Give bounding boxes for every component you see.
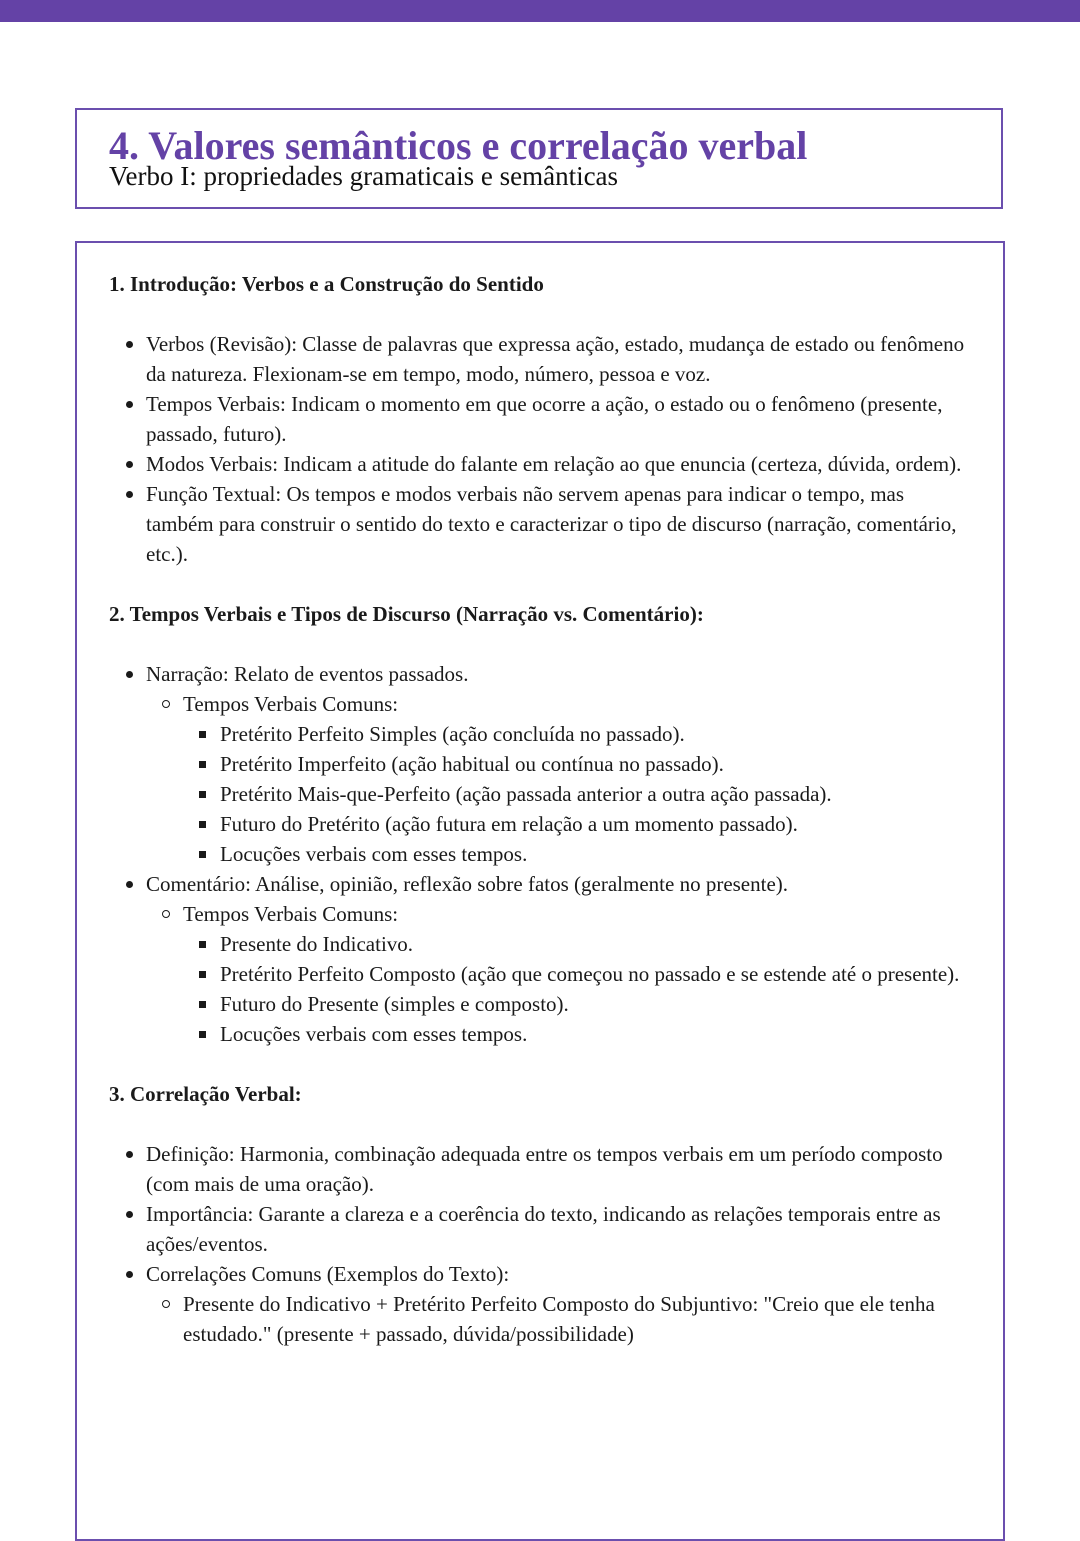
sub-sub-list-item: Futuro do Pretérito (ação futura em relação a um momento passado). — [220, 809, 969, 839]
list-item: Definição: Harmonia, combinação adequada entre os tempos verbais em um período composto (com mais de uma oração). — [146, 1139, 969, 1199]
section-heading: 1. Introdução: Verbos e a Construção do Sentido — [109, 272, 544, 296]
bullet-list — [109, 659, 969, 1049]
section-heading: 3. Correlação Verbal: — [109, 1082, 302, 1106]
sub-sub-list-item: Presente do Indicativo. — [220, 929, 969, 959]
sub-list — [146, 1289, 969, 1349]
page-subtitle: Verbo I: propriedades gramaticais e semânticas — [109, 161, 619, 191]
sub-sub-list — [183, 929, 969, 1049]
sub-sub-list-item: Pretérito Imperfeito (ação habitual ou contínua no passado). — [220, 749, 969, 779]
sub-sub-list — [183, 719, 969, 869]
bullet-list — [109, 329, 969, 569]
sub-list-item-text: Tempos Verbais Comuns: — [183, 902, 399, 926]
sub-sub-list-item: Futuro do Presente (simples e composto). — [220, 989, 969, 1019]
list-item-text: Comentário: Análise, opinião, reflexão sobre fatos (geralmente no presente). — [146, 872, 789, 896]
page-title: 4. Valores semânticos e correlação verbal — [109, 123, 808, 168]
sub-list-item — [183, 899, 969, 1049]
list-item: Função Textual: Os tempos e modos verbais não servem apenas para indicar o tempo, mas também para construir o sentido do texto e caracterizar o tipo de discurso (narração, comentário, etc.). — [146, 479, 969, 569]
content — [109, 269, 969, 1349]
sub-sub-list-item: Pretérito Perfeito Composto (ação que começou no passado e se estende até o presente). — [220, 959, 969, 989]
title-box — [75, 108, 1003, 209]
list-item — [146, 1259, 969, 1349]
section-heading: 2. Tempos Verbais e Tipos de Discurso (Narração vs. Comentário): — [109, 602, 704, 626]
list-item-text: Narração: Relato de eventos passados. — [146, 662, 469, 686]
sub-list-item-text: Tempos Verbais Comuns: — [183, 692, 399, 716]
top-accent-bar — [0, 0, 1080, 22]
sub-sub-list-item: Locuções verbais com esses tempos. — [220, 839, 969, 869]
sub-sub-list-item: Locuções verbais com esses tempos. — [220, 1019, 969, 1049]
list-item — [146, 869, 969, 1049]
sub-list-item — [183, 689, 969, 869]
sub-sub-list-item: Pretérito Perfeito Simples (ação concluída no passado). — [220, 719, 969, 749]
sub-sub-list-item: Pretérito Mais-que-Perfeito (ação passada anterior a outra ação passada). — [220, 779, 969, 809]
list-item: Modos Verbais: Indicam a atitude do falante em relação ao que enuncia (certeza, dúvida, ordem). — [146, 449, 969, 479]
sub-list — [146, 899, 969, 1049]
list-item: Tempos Verbais: Indicam o momento em que ocorre a ação, o estado ou o fenômeno (presente, passado, futuro). — [146, 389, 969, 449]
list-item-text: Correlações Comuns (Exemplos do Texto): — [146, 1262, 510, 1286]
sub-list — [146, 689, 969, 869]
list-item — [146, 659, 969, 869]
list-item: Verbos (Revisão): Classe de palavras que expressa ação, estado, mudança de estado ou fenômeno da natureza. Flexionam-se em tempo, modo, número, pessoa e voz. — [146, 329, 969, 389]
sub-list-item: Presente do Indicativo + Pretérito Perfeito Composto do Subjuntivo: "Creio que ele tenha estudado." (presente + passado, dúvida/possibilidade) — [183, 1289, 969, 1349]
list-item: Importância: Garante a clareza e a coerência do texto, indicando as relações temporais entre as ações/eventos. — [146, 1199, 969, 1259]
bullet-list — [109, 1139, 969, 1349]
content-box — [75, 241, 1005, 1541]
